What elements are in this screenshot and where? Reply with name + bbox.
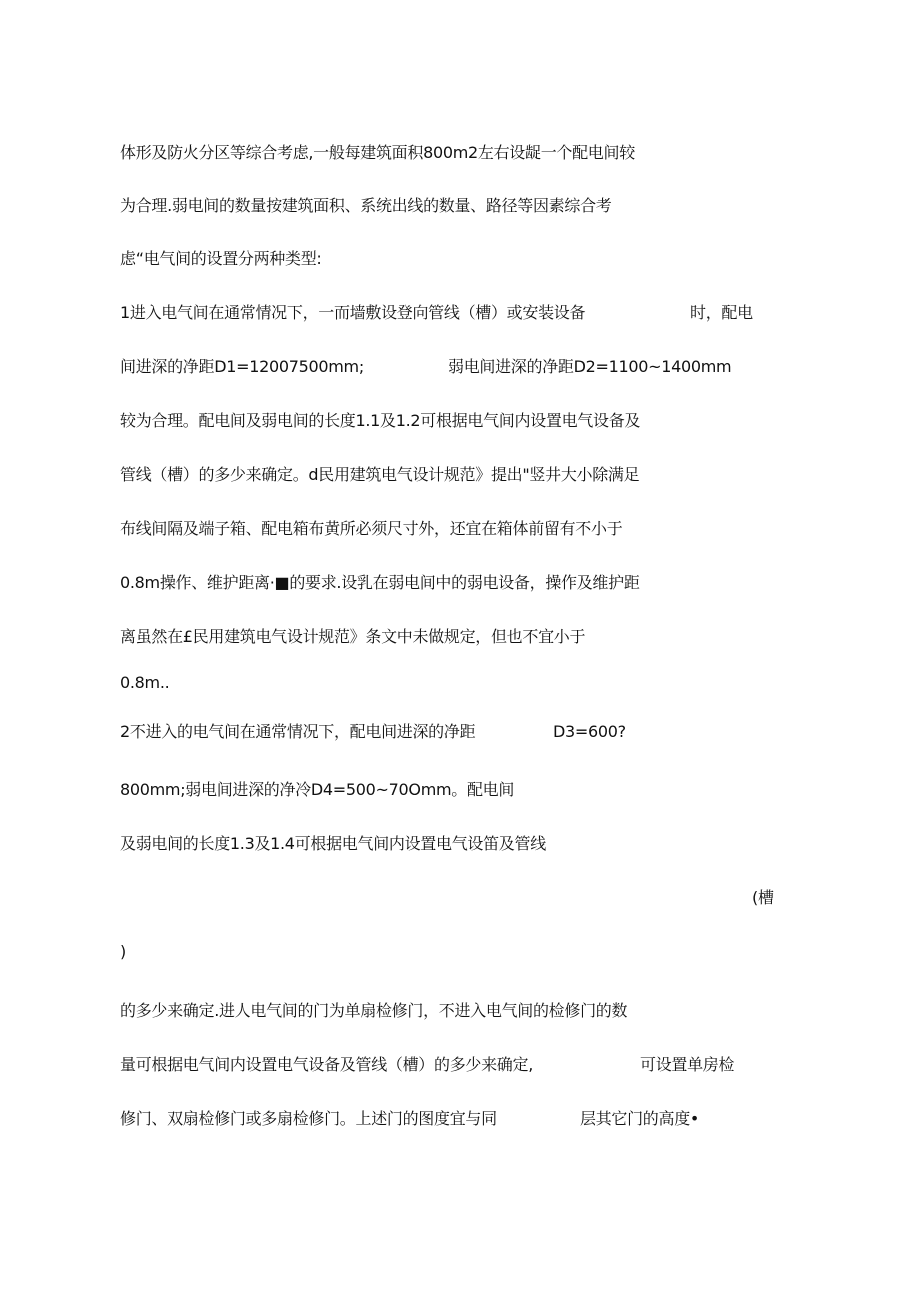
- text-line-3: 虑“电气间的设置分两种类型:: [120, 249, 322, 268]
- text-line-15: (槽: [752, 888, 774, 907]
- text-line-8: 布线间隔及端子箱、配电箱布黄所必须尺寸外，还宜在箱体前留有不小于: [120, 519, 623, 538]
- text-line-4: 1进入电气间在通常情况下，一而墙敷设登向管线（槽）或安装设备: [120, 303, 586, 322]
- text-line-10: 离虽然在£民用建筑电气设计规范》条文中未做规定，但也不宜小于: [120, 627, 586, 646]
- text-line-17: 的多少来确定.进人电气间的门为单扇检修门，不进入电气间的检修门的数: [120, 1001, 628, 1020]
- text-line-5: 间进深的净距D1=12007500mm;: [120, 357, 364, 376]
- text-line-19b: 层其它门的高度•: [580, 1109, 700, 1128]
- text-line-13: 800mm;弱电间进深的净冷D4=500~70Omm。配电间: [120, 780, 515, 799]
- text-line-5b: 弱电间进深的净距D2=1100~1400mm: [448, 357, 732, 376]
- text-line-4b: 时，配电: [690, 303, 753, 322]
- text-line-19: 修门、双扇检修门或多扇检修门。上述门的图度宜与同: [120, 1109, 497, 1128]
- text-line-16: ): [120, 942, 126, 961]
- text-line-1: 体形及防火分区等综合考虑,一般每建筑面积800m2左右设龊一个配电间较: [120, 143, 635, 162]
- text-line-18b: 可设置单房检: [640, 1055, 735, 1074]
- text-line-6: 较为合理。配电间及弱电间的长度1.1及1.2可根据电气间内设置电气设备及: [120, 411, 641, 430]
- text-line-11: 0.8m..: [120, 673, 170, 692]
- text-line-12b: D3=600?: [553, 722, 626, 741]
- text-line-2: 为合理.弱电间的数量按建筑面积、系统出线的数量、路径等因素综合考: [120, 196, 612, 215]
- text-line-18: 量可根据电气间内设置电气设备及管线（槽）的多少来确定,: [120, 1055, 533, 1074]
- text-line-14: 及弱电间的长度1.3及1.4可根据电气间内设置电气设笛及管线: [120, 834, 546, 853]
- text-line-9: 0.8m操作、维护距离·■的要求.设乳在弱电间中的弱电设备，操作及维护距: [120, 573, 640, 592]
- text-line-12: 2不进入的电气间在通常情况下，配电间进深的净距: [120, 722, 476, 741]
- text-line-7: 管线（槽）的多少来确定。d民用建筑电气设计规范》提出"竖井大小除满足: [120, 465, 640, 484]
